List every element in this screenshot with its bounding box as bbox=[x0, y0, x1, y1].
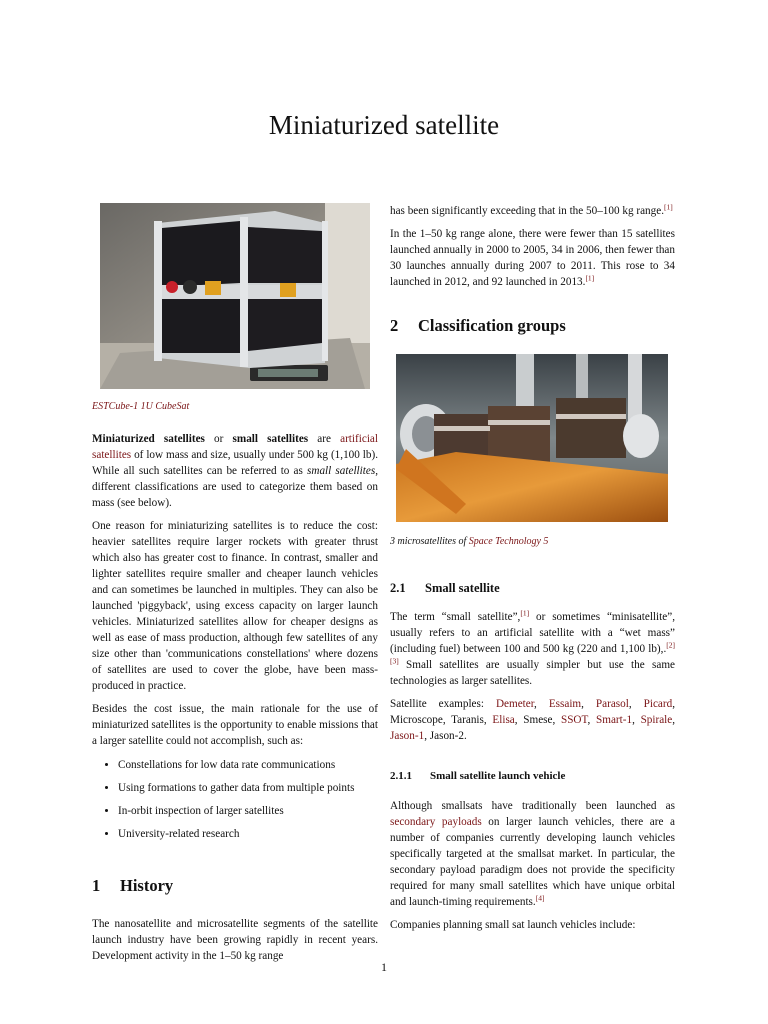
figure2-caption bbox=[390, 534, 675, 550]
intro-text-2: are bbox=[308, 433, 341, 445]
example-jason-2: Jason-2 bbox=[429, 730, 464, 742]
launch-text-2: on larger launch vehicles, there are a number of companies currently developing launch vehicles specifically targeted at the smallsat market. In particular, the secondary payload paradigm does not provide the specificity required for many small satellites which have unique orbital and launch-timing requirements. bbox=[390, 816, 675, 908]
example-spirale[interactable]: Spirale bbox=[640, 714, 673, 726]
page-number: 1 bbox=[381, 960, 387, 974]
list-item: • University-related research bbox=[118, 826, 378, 842]
small-satellite-paragraph bbox=[390, 609, 675, 689]
continued-text: has been significantly exceeding that in the 50–100 kg range. bbox=[390, 205, 665, 217]
launch-count-paragraph bbox=[390, 226, 675, 290]
subsection-2-1-1-number: 2.1.1 bbox=[390, 770, 412, 782]
st5-microsatellites-image bbox=[396, 354, 668, 522]
example-elisa[interactable]: Elisa bbox=[492, 714, 515, 726]
mission-list bbox=[92, 757, 378, 842]
subsection-2-1-number: 2.1 bbox=[390, 581, 406, 595]
subsection-2-1-1-title: Small satellite launch vehicle bbox=[430, 770, 566, 782]
launch-count-text: In the 1–50 kg range alone, there were fewer than 15 satellites launched annually in 2000 to 2005, 34 in 2006, then fewer than 30 launches annually during 2007 to 2011. This rose to 34 launched in 2012, and 92 launched in 2013. bbox=[390, 228, 675, 288]
example-smese: Smese bbox=[523, 714, 553, 726]
rationale-paragraph: Besides the cost issue, the main rationale for the use of miniaturized satellites is the opportunity to enable missions that a larger satellite could not accomplish, such as: bbox=[92, 703, 378, 747]
intro-term-2: small satellites bbox=[232, 433, 309, 445]
intro-paragraph bbox=[92, 431, 378, 511]
figure2-caption-prefix: 3 microsatellites of bbox=[390, 536, 469, 547]
intro-text-3: of low mass and size, usually under 500 kg (1,100 lb). While all such satellites can be referred to as bbox=[92, 449, 378, 477]
continued-paragraph bbox=[390, 203, 675, 219]
example-essaim[interactable]: Essaim bbox=[548, 698, 582, 710]
intro-text-4: , different classifications are used to categorize them based on mass (see below). bbox=[92, 465, 378, 509]
small-text-3: Small satellites are usually simpler but use the same technologies as larger satellites. bbox=[390, 659, 675, 687]
history-title: History bbox=[120, 876, 174, 895]
launch-vehicle-paragraph bbox=[390, 798, 675, 910]
citation-4[interactable]: [4] bbox=[535, 893, 545, 903]
history-number: 1 bbox=[92, 876, 101, 895]
example-parasol[interactable]: Parasol bbox=[595, 698, 629, 710]
list-item: • Using formations to gather data from multiple points bbox=[118, 780, 378, 796]
cost-paragraph: One reason for miniaturizing satellites is to reduce the cost: heavier satellites require larger rockets with greater thrust which also has greater cost to finance. In contrast, smaller and lighter satellites require smaller and cheaper launch vehicles and can sometimes be launched in multiples. They can also be launched 'piggyback', using excess capacity on larger launch vehicles. Miniaturized satellites allow for cheaper designs as well as ease of mass production, although few satellites of any size other than 'communications constellations' where dozens of satellites are used to cover the globe, have been mass-produced in practice. bbox=[92, 520, 378, 692]
list-item: • Constellations for low data rate communications bbox=[118, 757, 378, 773]
classification-heading bbox=[390, 318, 675, 334]
artificial-satellites-link[interactable]: artificial satellites bbox=[92, 433, 378, 461]
intro-italic: small satellites bbox=[307, 465, 376, 477]
launch-text-1: Although smallsats have traditionally been launched as bbox=[390, 800, 675, 812]
section-2-title: Classification groups bbox=[418, 316, 566, 335]
subsection-2-1-title: Small satellite bbox=[425, 581, 500, 595]
cubesat-image bbox=[100, 203, 370, 389]
examples-label: Satellite examples: bbox=[390, 698, 496, 710]
example-microscope: Microscope bbox=[390, 714, 443, 726]
companies-paragraph: Companies planning small sat launch vehicles include: bbox=[390, 919, 636, 931]
small-satellite-heading bbox=[390, 580, 675, 596]
figure-estcube bbox=[100, 203, 370, 389]
example-ssot[interactable]: SSOT bbox=[560, 714, 588, 726]
right-column bbox=[390, 203, 675, 940]
examples-list: Demeter, Essaim, Parasol, Picard, Microscope, Taranis, Elisa, Smese, SSOT, Smart-1, Spirale, Jason-1, Jason-2. bbox=[390, 698, 676, 742]
figure1-caption bbox=[92, 399, 378, 415]
figure-st5 bbox=[396, 354, 668, 522]
citation-1b[interactable]: [1] bbox=[585, 273, 595, 283]
history-paragraph: The nanosatellite and microsatellite segments of the satellite launch industry have been growing rapidly in recent years. Development activity in the 1–50 kg range bbox=[92, 918, 378, 962]
citation-1[interactable]: [1] bbox=[664, 202, 673, 212]
history-heading bbox=[92, 878, 378, 894]
example-taranis: Taranis bbox=[451, 714, 484, 726]
example-demeter[interactable]: Demeter bbox=[495, 698, 535, 710]
page-title: Miniaturized satellite bbox=[268, 110, 500, 140]
citation-1c[interactable]: [1] bbox=[520, 608, 530, 618]
small-text-1: The term “small satellite”, bbox=[390, 611, 521, 623]
left-column bbox=[92, 203, 378, 971]
section-2-number: 2 bbox=[390, 316, 399, 335]
list-item: • In-orbit inspection of larger satellites bbox=[118, 803, 378, 819]
example-picard[interactable]: Picard bbox=[643, 698, 673, 710]
launch-vehicle-heading bbox=[390, 768, 675, 784]
space-technology-5-link[interactable]: Space Technology 5 bbox=[468, 536, 549, 547]
example-jason-1[interactable]: Jason-1 bbox=[390, 730, 425, 742]
intro-text-1: or bbox=[204, 433, 233, 445]
intro-term-1: Miniaturized satellites bbox=[92, 433, 205, 445]
citation-2-3[interactable]: [2][3] bbox=[390, 640, 675, 666]
satellite-examples bbox=[390, 696, 675, 744]
example-smart-1[interactable]: Smart-1 bbox=[596, 714, 633, 726]
small-text-2: or sometimes “minisatellite”, usually refers to an artificial satellite with a “wet mass” (including fuel) between 100 and 500 kg (220 and 1,100 lb),. bbox=[390, 611, 675, 655]
secondary-payloads-link[interactable]: secondary payloads bbox=[390, 816, 482, 828]
estcube-caption-link[interactable]: ESTCube-1 1U CubeSat bbox=[92, 401, 190, 412]
